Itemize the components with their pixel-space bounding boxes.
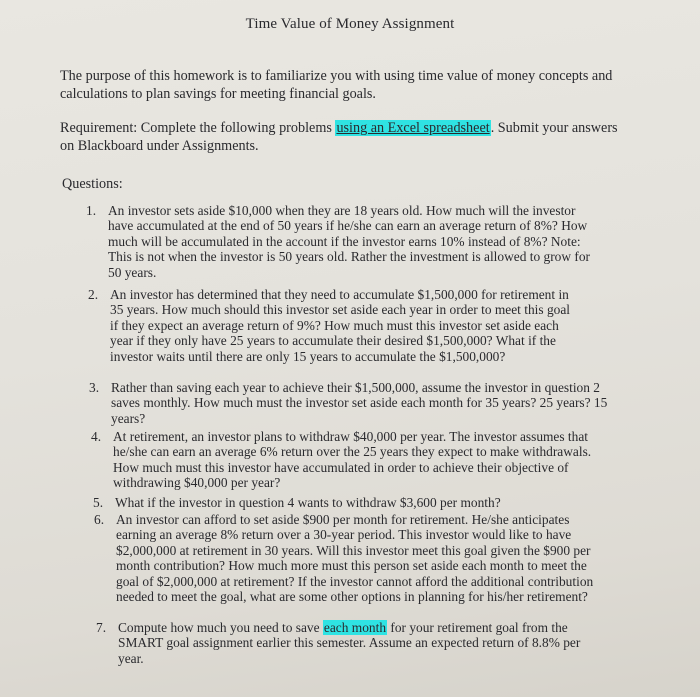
question-number: 2. (88, 287, 99, 302)
question-text: An investor can afford to set aside $900 per month for retirement. He/she anticipates earning an average 8% return over a 30-year period. This investor would like to have $2,000,000 at retirement in 30 years. Will this investor meet this goal given the $900 per month contribution? How much more must this person set aside each month to meet the goal of $2,000,000 at retirement? If the investor cannot afford the additional contribution needed to meet the goal, what are some other options in planning for his/her retirement? (116, 512, 594, 605)
question-item (96, 620, 588, 666)
question-number: 5. (93, 495, 104, 510)
question-number: 7. (96, 620, 107, 635)
question-number: 3. (89, 380, 100, 395)
question-text: An investor sets aside $10,000 when they are 18 years old. How much will the investor have accumulated at the end of 50 years if he/she can earn an average return of 8%? How much will be accumulated in the account if the investor earns 10% instead of 8%? Note: This is not when the investor is 50 years old. Rather the investment is allowed to grow for 50 years. (108, 203, 590, 280)
question-item (91, 429, 593, 491)
requirement-text-start: Requirement: Complete the following problems (60, 120, 336, 136)
question-text-end: for your retirement goal from the SMART goal assignment earlier this semester. Assume an expected return of 8.8% per year. (118, 620, 581, 666)
question-number: 1. (86, 203, 97, 218)
page-title: Time Value of Money Assignment (245, 16, 455, 32)
question-number: 4. (91, 429, 102, 444)
question-item (86, 203, 590, 280)
question-item (89, 380, 613, 426)
question-text: Rather than saving each year to achieve their $1,500,000, assume the investor in question 2 saves monthly. How much must the investor set aside each month for 35 years? 25 years? 15 years? (111, 380, 608, 426)
requirement-paragraph (60, 120, 620, 155)
question-number: 6. (94, 512, 105, 527)
questions-heading: Questions: (62, 176, 123, 192)
question-text: At retirement, an investor plans to withdraw $40,000 per year. The investor assumes that he/she can earn an average 6% return over the 25 years they expect to make withdrawals. How much must this investor have accumulated in order to achieve their objective of withdrawing $40,000 per year? (113, 429, 592, 491)
highlighted-text: using an Excel spreadsheet (336, 120, 490, 136)
question-text-start: Compute how much you need to save (118, 620, 323, 635)
intro-paragraph: The purpose of this homework is to familiarize you with using time value of money concepts and calculations to plan savings for meeting financial goals. (60, 68, 613, 102)
question-item (94, 512, 596, 605)
question-text: An investor has determined that they need to accumulate $1,500,000 for retirement in 35 years. How much should this investor set aside each year in order to meet this goal if they expect an average return of 9%? How much must this investor set aside each year if they only have 25 years to accumulate their desired $1,500,000? What if the investor waits until there are only 15 years to accumulate the $1,500,000? (110, 287, 571, 364)
highlighted-text: each month (323, 620, 387, 635)
question-item (93, 495, 585, 510)
question-text: What if the investor in question 4 wants to withdraw $3,600 per month? (115, 495, 501, 510)
requirement-text-end: . Submit your answers on Blackboard under Assignments. (60, 120, 618, 154)
question-item (88, 287, 580, 364)
